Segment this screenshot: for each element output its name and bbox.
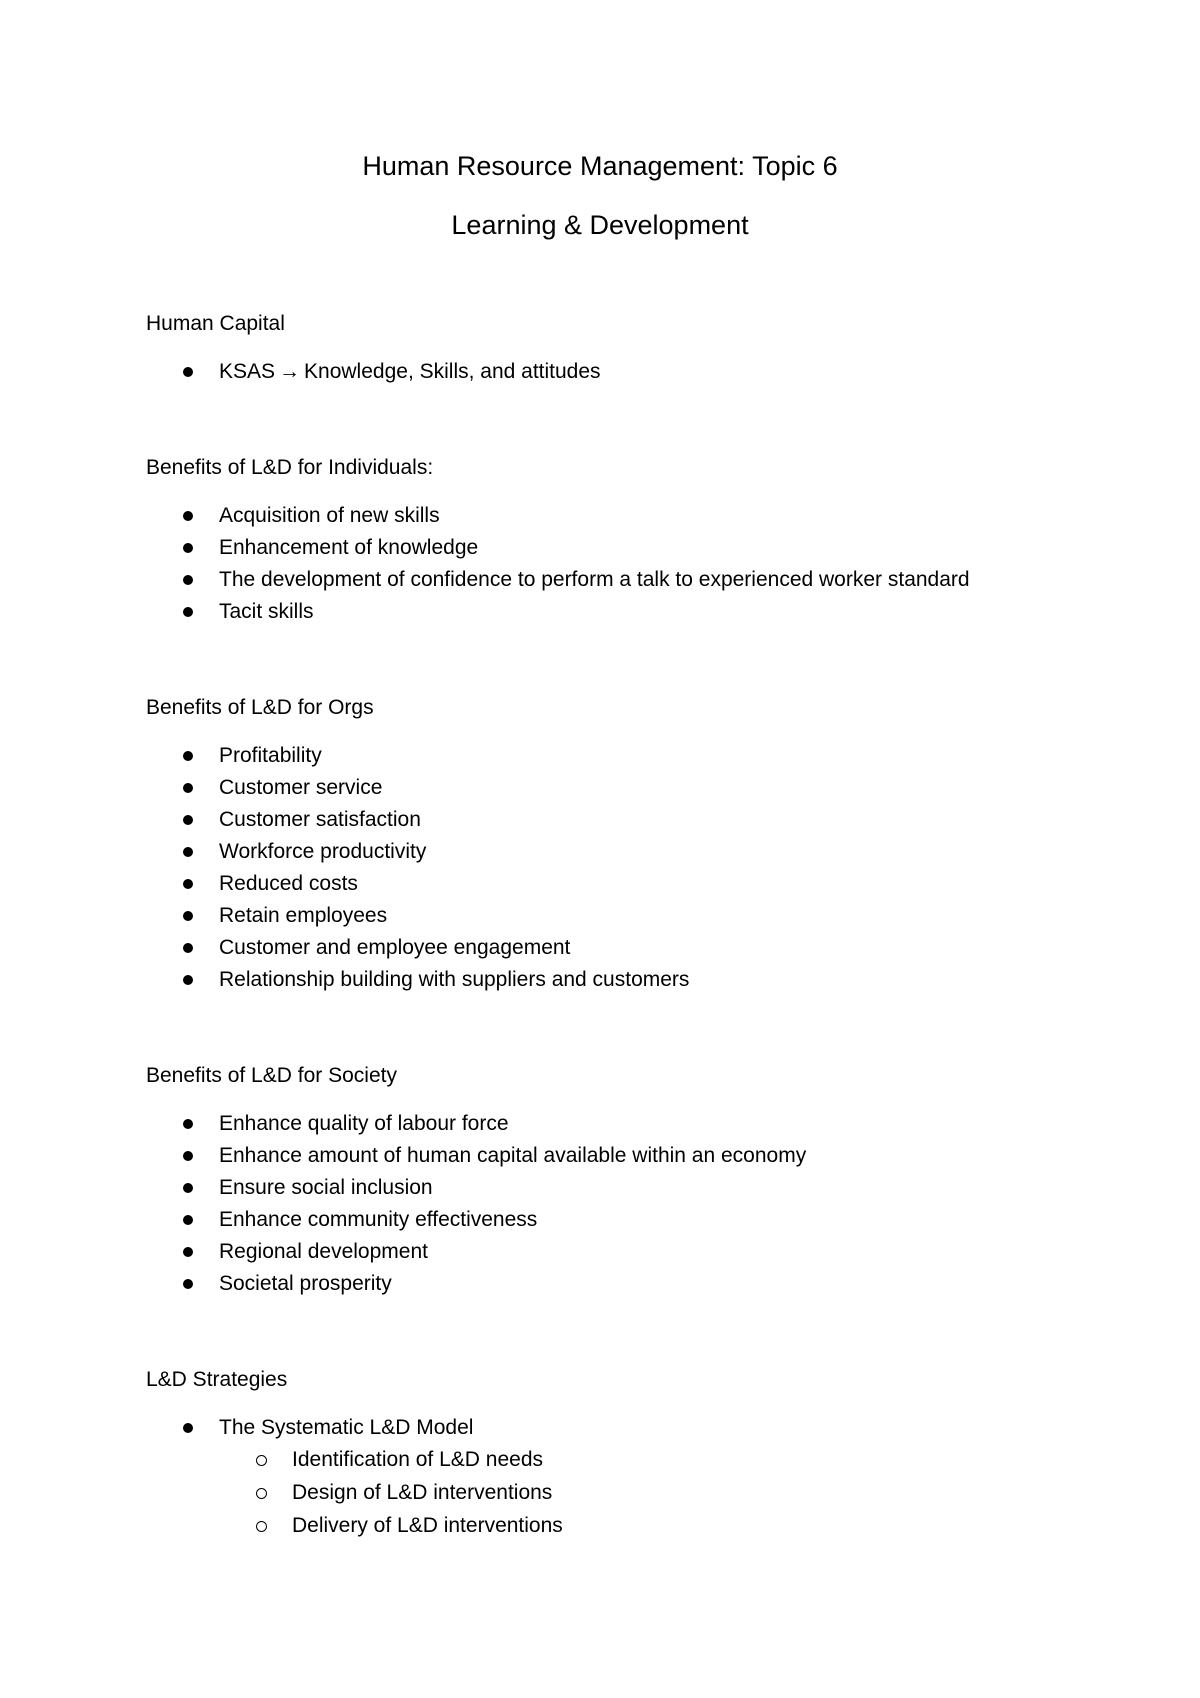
bullet-icon [183,1215,193,1225]
document-title: Human Resource Management: Topic 6 [362,151,838,181]
document-subtitle: Learning & Development [451,210,749,240]
bullet-icon [183,751,193,761]
circle-bullet-icon [256,1488,267,1499]
bullet-icon [183,607,193,617]
bullet-icon [183,911,193,921]
bullet-icon [183,511,193,521]
bullet-icon [183,1247,193,1257]
circle-bullet-icon [256,1521,267,1532]
bullet-icon [183,1119,193,1129]
bullet-icon [183,1183,193,1193]
section-heading-society: Benefits of L&D for Society [146,1064,397,1087]
document-page: Human Resource Management: Topic 6 Learning & Development Human Capital KSAS → Knowledge, Skills, and attitudes Benefits of L&D for Individuals: Acquisition of new skills Enhancement of knowledge The development of confidence to perform a talk to experienced worker standard Tacit skills Benefits of L&D for Orgs Profitability Customer service Customer satisfaction Workforce productivity Reduced costs Retain employees Customer and employee engagement Relationship building with suppliers and customers Benefits of L&D for Society Enhance quality of labour force Enhance amount of human capital available within an economy Ensure social inclusion Enhance community effectiveness Regional development Societal prosperity L&D Strategies The Systematic L&D Model Identification of L&D needs Design of L&D interventions Delivery of L&D interventions [0,0,1200,1698]
bullet-icon [183,367,193,377]
section-heading-strategies: L&D Strategies [146,1368,288,1391]
bullet-icon [183,879,193,889]
bullet-icon [183,943,193,953]
circle-bullet-icon [256,1455,267,1466]
bullet-icon [183,815,193,825]
section-heading-human-capital: Human Capital [146,312,285,335]
bullet-icon [183,1279,193,1289]
bullet-icon [183,847,193,857]
bullet-icon [183,543,193,553]
bullet-icon [183,975,193,985]
bullet-icon [183,1423,193,1433]
ksas-definition: Knowledge, Skills, and attitudes [304,360,601,383]
bullet-icon [183,783,193,793]
bullet-icon [183,575,193,585]
arrow-right-icon: → [279,360,301,383]
section-heading-individuals: Benefits of L&D for Individuals: [146,456,434,479]
section-heading-orgs: Benefits of L&D for Orgs [146,696,374,719]
bullet-icon [183,1151,193,1161]
ksas-term: KSAS [219,360,276,383]
